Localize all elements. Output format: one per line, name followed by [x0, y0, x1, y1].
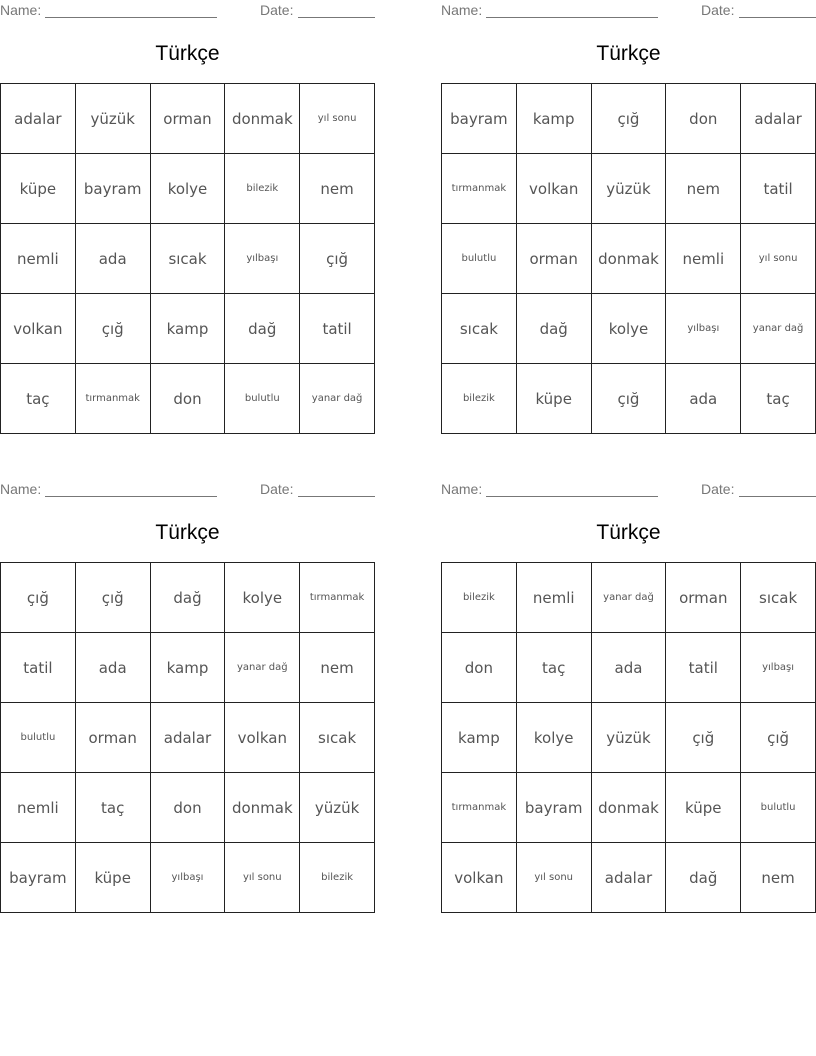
- bingo-cell: taç: [76, 773, 151, 843]
- bingo-card: [441, 479, 816, 919]
- date-label: Date:: [701, 481, 735, 497]
- card-header: [0, 481, 375, 499]
- name-blank-line: [486, 17, 658, 18]
- bingo-cell: yılbaşı: [666, 294, 741, 364]
- bingo-cell: taç: [1, 364, 76, 434]
- name-label: Name:: [0, 481, 42, 497]
- bingo-cell: bayram: [442, 84, 517, 154]
- bingo-cell: ada: [592, 633, 667, 703]
- bingo-cell: orman: [76, 703, 151, 773]
- bingo-cell: bayram: [517, 773, 592, 843]
- bingo-cell: bulutlu: [741, 773, 816, 843]
- bingo-cell: kolye: [517, 703, 592, 773]
- bingo-cell: sıcak: [151, 224, 226, 294]
- bingo-cell: orman: [666, 563, 741, 633]
- bingo-cell: orman: [517, 224, 592, 294]
- bingo-cell: nem: [300, 633, 375, 703]
- date-blank-line: [739, 496, 816, 497]
- bingo-cell: tırmanmak: [442, 154, 517, 224]
- bingo-cell: nemli: [1, 773, 76, 843]
- bingo-cell: çığ: [300, 224, 375, 294]
- bingo-grid: [441, 562, 816, 913]
- bingo-cell: volkan: [517, 154, 592, 224]
- bingo-cell: çığ: [1, 563, 76, 633]
- bingo-cell: çığ: [76, 294, 151, 364]
- bingo-cell: bilezik: [300, 843, 375, 913]
- date-blank-line: [739, 17, 816, 18]
- bingo-cell: sıcak: [442, 294, 517, 364]
- bingo-cell: dağ: [666, 843, 741, 913]
- name-blank-line: [45, 17, 217, 18]
- bingo-cell: dağ: [517, 294, 592, 364]
- name-label: Name:: [441, 481, 483, 497]
- bingo-cell: yıl sonu: [300, 84, 375, 154]
- bingo-cell: tırmanmak: [76, 364, 151, 434]
- bingo-cell: yüzük: [592, 703, 667, 773]
- bingo-cell: bayram: [76, 154, 151, 224]
- bingo-cell: yıl sonu: [517, 843, 592, 913]
- bingo-cell: ada: [76, 224, 151, 294]
- bingo-cell: taç: [741, 364, 816, 434]
- bingo-grid: [441, 83, 816, 434]
- bingo-cell: yılbaşı: [741, 633, 816, 703]
- bingo-card: [0, 0, 375, 440]
- bingo-cell: donmak: [592, 224, 667, 294]
- card-header: [441, 481, 816, 499]
- bingo-cell: kamp: [442, 703, 517, 773]
- bingo-cell: kolye: [225, 563, 300, 633]
- bingo-cell: çığ: [666, 703, 741, 773]
- bingo-cell: adalar: [151, 703, 226, 773]
- card-title: Türkçe: [596, 42, 661, 65]
- bingo-cell: yanar dağ: [741, 294, 816, 364]
- bingo-cell: yüzük: [592, 154, 667, 224]
- bingo-cell: kolye: [151, 154, 226, 224]
- bingo-cell: bulutlu: [442, 224, 517, 294]
- bingo-cell: yanar dağ: [300, 364, 375, 434]
- bingo-cell: sıcak: [741, 563, 816, 633]
- bingo-cell: nem: [666, 154, 741, 224]
- bingo-cell: tırmanmak: [442, 773, 517, 843]
- date-label: Date:: [260, 481, 294, 497]
- bingo-cell: küpe: [76, 843, 151, 913]
- bingo-cell: kamp: [151, 633, 226, 703]
- bingo-cell: çığ: [592, 84, 667, 154]
- bingo-cell: nem: [741, 843, 816, 913]
- name-label: Name:: [0, 2, 42, 18]
- bingo-cell: tatil: [741, 154, 816, 224]
- bingo-cell: yüzük: [300, 773, 375, 843]
- bingo-cell: yüzük: [76, 84, 151, 154]
- card-title: Türkçe: [155, 521, 220, 544]
- bingo-cell: tatil: [1, 633, 76, 703]
- bingo-cell: bulutlu: [225, 364, 300, 434]
- bingo-cell: yılbaşı: [151, 843, 226, 913]
- date-blank-line: [298, 496, 375, 497]
- bingo-cell: kolye: [592, 294, 667, 364]
- bingo-cell: donmak: [225, 773, 300, 843]
- bingo-cell: volkan: [1, 294, 76, 364]
- bingo-cell: bayram: [1, 843, 76, 913]
- bingo-cell: bilezik: [442, 563, 517, 633]
- name-blank-line: [45, 496, 217, 497]
- bingo-cell: küpe: [517, 364, 592, 434]
- bingo-cell: çığ: [592, 364, 667, 434]
- bingo-cell: nem: [300, 154, 375, 224]
- bingo-grid: [0, 562, 375, 913]
- card-header: [0, 2, 375, 20]
- bingo-cell: nemli: [1, 224, 76, 294]
- bingo-cell: kamp: [517, 84, 592, 154]
- bingo-cell: yanar dağ: [225, 633, 300, 703]
- bingo-cell: sıcak: [300, 703, 375, 773]
- card-title: Türkçe: [155, 42, 220, 65]
- bingo-cell: adalar: [592, 843, 667, 913]
- bingo-cell: yanar dağ: [592, 563, 667, 633]
- bingo-cell: tırmanmak: [300, 563, 375, 633]
- bingo-cell: volkan: [442, 843, 517, 913]
- bingo-cell: don: [666, 84, 741, 154]
- bingo-cell: çığ: [76, 563, 151, 633]
- bingo-cell: adalar: [741, 84, 816, 154]
- bingo-cell: donmak: [225, 84, 300, 154]
- bingo-cell: ada: [76, 633, 151, 703]
- bingo-cell: nemli: [666, 224, 741, 294]
- bingo-cell: don: [151, 773, 226, 843]
- bingo-card: [0, 479, 375, 919]
- bingo-cell: don: [442, 633, 517, 703]
- bingo-cell: yılbaşı: [225, 224, 300, 294]
- bingo-cell: dağ: [151, 563, 226, 633]
- bingo-cell: adalar: [1, 84, 76, 154]
- bingo-cell: tatil: [666, 633, 741, 703]
- bingo-cell: tatil: [300, 294, 375, 364]
- bingo-cell: bilezik: [225, 154, 300, 224]
- bingo-cell: donmak: [592, 773, 667, 843]
- bingo-cell: küpe: [666, 773, 741, 843]
- date-label: Date:: [260, 2, 294, 18]
- bingo-cell: nemli: [517, 563, 592, 633]
- name-blank-line: [486, 496, 658, 497]
- bingo-card: [441, 0, 816, 440]
- bingo-cell: yıl sonu: [741, 224, 816, 294]
- bingo-cell: küpe: [1, 154, 76, 224]
- bingo-cell: volkan: [225, 703, 300, 773]
- date-blank-line: [298, 17, 375, 18]
- bingo-cell: dağ: [225, 294, 300, 364]
- bingo-cell: taç: [517, 633, 592, 703]
- card-title: Türkçe: [596, 521, 661, 544]
- bingo-cell: bilezik: [442, 364, 517, 434]
- bingo-cell: kamp: [151, 294, 226, 364]
- bingo-cell: ada: [666, 364, 741, 434]
- bingo-grid: [0, 83, 375, 434]
- bingo-cell: yıl sonu: [225, 843, 300, 913]
- date-label: Date:: [701, 2, 735, 18]
- card-header: [441, 2, 816, 20]
- name-label: Name:: [441, 2, 483, 18]
- bingo-cell: bulutlu: [1, 703, 76, 773]
- bingo-cell: don: [151, 364, 226, 434]
- bingo-cell: çığ: [741, 703, 816, 773]
- bingo-cell: orman: [151, 84, 226, 154]
